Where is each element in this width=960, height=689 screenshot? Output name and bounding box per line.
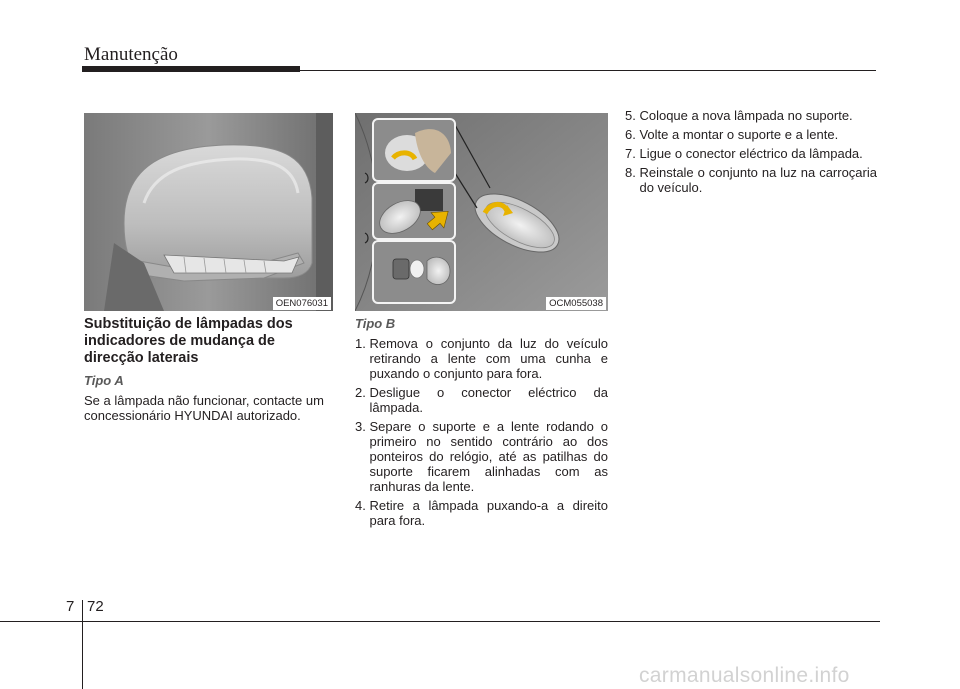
column-2	[355, 316, 608, 532]
steps-list-2	[625, 108, 877, 195]
chapter-number: 7	[66, 598, 75, 615]
list-item	[625, 127, 877, 142]
step-number: 4.	[355, 498, 370, 513]
list-item	[355, 419, 608, 494]
step-text: Coloque a nova lâmpada no suporte.	[639, 108, 853, 123]
step-number: 8.	[625, 165, 640, 180]
type-b-label: Tipo B	[355, 316, 396, 331]
list-item	[355, 498, 608, 528]
list-item	[625, 108, 877, 123]
step-number: 6.	[625, 127, 640, 142]
header-rule	[300, 70, 876, 71]
figure-code: OEN076031	[273, 297, 331, 310]
list-item	[625, 146, 877, 161]
type-a-label: Tipo A	[84, 373, 124, 388]
step-number: 7.	[625, 146, 640, 161]
step-text: Ligue o conector eléctrico da lâmpada.	[639, 146, 863, 161]
step-number: 5.	[625, 108, 640, 123]
figure-side-lamp	[355, 113, 608, 311]
step-number: 2.	[355, 385, 370, 400]
step-text: Desligue o conector eléctrico da lâmpada.	[369, 385, 608, 415]
step-text: Separe o suporte e a lente rodando o primeiro no sentido contrário ao dos ponteiros do relógio, até as patilhas do suporte ficarem alinhadas com as ranhuras da lente.	[369, 419, 608, 494]
column-1	[84, 316, 336, 423]
step-text: Volte a montar o suporte e a lente.	[639, 127, 839, 142]
header-bar	[82, 66, 300, 72]
page-number: 72	[87, 598, 104, 615]
section-title: Substituição de lâmpadas dos indicadores de mudança de direcção laterais	[84, 316, 293, 366]
column-3	[625, 108, 877, 199]
type-a-text: Se a lâmpada não funcionar, contacte um concessionário HYUNDAI autorizado.	[84, 393, 324, 423]
list-item	[625, 165, 877, 195]
steps-list-1	[355, 336, 608, 528]
list-item	[355, 336, 608, 381]
step-text: Remova o conjunto da luz do veículo retirando a lente com uma cunha e puxando o conjunto para fora.	[369, 336, 608, 381]
footer-rule	[0, 621, 880, 622]
side-lamp-illustration	[355, 113, 608, 311]
list-item	[355, 385, 608, 415]
figure-code: OCM055038	[546, 297, 606, 310]
watermark: carmanualsonline.info	[639, 664, 850, 687]
footer-divider	[82, 600, 83, 689]
step-number: 3.	[355, 419, 370, 434]
header-title: Manutenção	[84, 44, 178, 65]
mirror-illustration	[84, 113, 333, 311]
step-text: Reinstale o conjunto na luz na carroçaria do veículo.	[639, 165, 877, 195]
figure-mirror	[84, 113, 333, 311]
step-text: Retire a lâmpada puxando-a a direito para fora.	[369, 498, 608, 528]
step-number: 1.	[355, 336, 370, 351]
